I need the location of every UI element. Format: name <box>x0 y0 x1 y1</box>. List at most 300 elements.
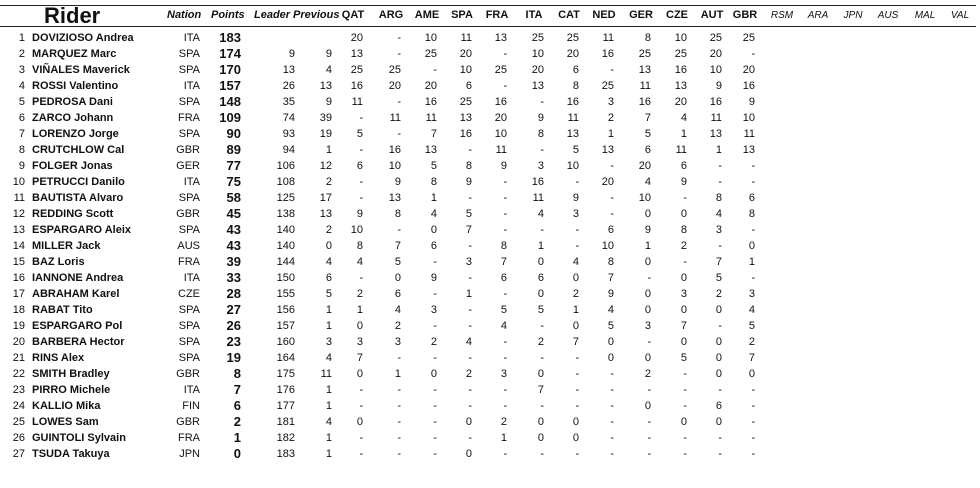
previous-gap: 0 <box>325 240 332 252</box>
race-result: - <box>683 432 687 444</box>
race-result: 1 <box>572 304 579 316</box>
race-result: - <box>647 336 651 348</box>
race-result: 1 <box>356 304 363 316</box>
race-result: - <box>610 448 614 460</box>
race-result: 9 <box>356 208 363 220</box>
nation: GBR <box>176 208 200 220</box>
race-result: 0 <box>748 240 755 252</box>
race-result: 0 <box>644 288 651 300</box>
race-result: - <box>610 160 614 172</box>
race-result: - <box>540 400 544 412</box>
previous-header: Previous <box>293 9 340 21</box>
race-result: 2 <box>680 240 687 252</box>
previous-gap: 4 <box>325 416 332 428</box>
race-result: 7 <box>537 384 544 396</box>
points: 170 <box>219 62 241 77</box>
race-result: 2 <box>356 288 363 300</box>
race-result: 20 <box>601 176 614 188</box>
leader-gap: 125 <box>276 192 295 204</box>
race-result: - <box>751 48 755 60</box>
race-result: - <box>540 352 544 364</box>
race-result: 7 <box>680 320 687 332</box>
race-result: 0 <box>572 432 579 444</box>
race-result: - <box>683 368 687 380</box>
rider-name: LORENZO Jorge <box>32 128 119 140</box>
race-result: - <box>540 144 544 156</box>
race-result: 3 <box>500 368 507 380</box>
race-header-val: VAL <box>950 10 970 21</box>
rider-header: Rider <box>44 3 101 28</box>
leader-gap: 94 <box>282 144 295 156</box>
race-result: 0 <box>537 368 544 380</box>
race-result: 25 <box>350 64 363 76</box>
race-result: - <box>647 272 651 284</box>
position: 13 <box>12 224 25 236</box>
race-result: - <box>397 48 401 60</box>
race-result: 0 <box>715 304 722 316</box>
race-result: 13 <box>531 80 544 92</box>
race-result: 7 <box>715 256 722 268</box>
race-result: 5 <box>537 304 544 316</box>
points: 1 <box>233 430 241 445</box>
rider-name: IANNONE Andrea <box>32 272 124 284</box>
leader-gap: 157 <box>276 320 295 332</box>
race-result: - <box>503 336 507 348</box>
race-result: 20 <box>638 160 651 172</box>
rider-name: GUINTOLI Sylvain <box>32 432 126 444</box>
race-header-ame: AME <box>414 9 440 21</box>
race-result: 2 <box>537 336 544 348</box>
leader-gap: 13 <box>282 64 295 76</box>
race-result: 9 <box>715 80 722 92</box>
position: 5 <box>18 96 25 108</box>
race-result: 8 <box>748 208 755 220</box>
previous-gap: 9 <box>325 96 332 108</box>
race-result: 8 <box>607 256 614 268</box>
race-result: - <box>359 448 363 460</box>
race-result: 25 <box>674 48 687 60</box>
nation: SPA <box>178 352 200 364</box>
race-result: 0 <box>430 368 437 380</box>
position: 2 <box>18 48 25 60</box>
race-result: - <box>503 384 507 396</box>
leader-gap: 108 <box>276 176 295 188</box>
race-result: 11 <box>602 32 614 44</box>
race-result: 13 <box>638 64 651 76</box>
position: 26 <box>12 432 25 444</box>
race-header-ara: ARA <box>807 10 829 21</box>
points: 89 <box>226 142 241 157</box>
race-result: 13 <box>709 128 722 140</box>
points: 33 <box>226 270 241 285</box>
race-result: - <box>397 32 401 44</box>
nation-header: Nation <box>167 9 202 21</box>
race-result: - <box>397 400 401 412</box>
race-result: 20 <box>709 48 722 60</box>
race-result: 3 <box>680 288 687 300</box>
race-result: 3 <box>465 256 472 268</box>
race-result: 25 <box>494 64 507 76</box>
race-result: 11 <box>460 32 472 44</box>
race-result: 5 <box>607 320 614 332</box>
race-result: 1 <box>715 144 722 156</box>
race-result: 2 <box>430 336 437 348</box>
race-result: 5 <box>356 128 363 140</box>
race-result: - <box>433 288 437 300</box>
position: 24 <box>12 400 25 412</box>
race-result: - <box>359 384 363 396</box>
race-result: - <box>540 448 544 460</box>
nation: GER <box>176 160 200 172</box>
race-result: - <box>433 352 437 364</box>
previous-gap: 1 <box>325 432 332 444</box>
race-result: - <box>503 80 507 92</box>
position: 7 <box>18 128 25 140</box>
race-result: 0 <box>394 272 401 284</box>
race-result: 3 <box>607 96 614 108</box>
race-header-ita: ITA <box>525 9 543 21</box>
race-result: - <box>647 432 651 444</box>
position: 23 <box>12 384 25 396</box>
race-result: 25 <box>531 32 544 44</box>
race-result: 10 <box>709 64 722 76</box>
race-result: - <box>468 240 472 252</box>
race-result: 9 <box>607 288 614 300</box>
leader-gap: 155 <box>276 288 295 300</box>
position: 15 <box>12 256 25 268</box>
race-result: 9 <box>572 192 579 204</box>
race-result: 5 <box>715 272 722 284</box>
points: 157 <box>219 78 241 93</box>
race-result: - <box>540 320 544 332</box>
position: 21 <box>12 352 25 364</box>
leader-header: Leader <box>254 9 291 21</box>
race-result: 6 <box>748 192 755 204</box>
race-result: - <box>433 400 437 412</box>
race-header-ned: NED <box>592 9 616 21</box>
race-result: - <box>433 64 437 76</box>
points: 148 <box>219 94 241 109</box>
race-result: 20 <box>388 80 401 92</box>
race-result: 4 <box>537 208 544 220</box>
race-result: 1 <box>748 256 755 268</box>
race-result: - <box>647 448 651 460</box>
race-result: - <box>751 176 755 188</box>
nation: GBR <box>176 416 200 428</box>
previous-gap: 2 <box>325 224 332 236</box>
race-result: 2 <box>644 368 651 380</box>
race-result: 2 <box>715 288 722 300</box>
race-result: 16 <box>638 96 651 108</box>
race-result: 4 <box>430 208 437 220</box>
race-result: - <box>359 176 363 188</box>
race-result: 20 <box>459 48 472 60</box>
race-result: 5 <box>572 144 579 156</box>
race-result: 11 <box>710 112 722 124</box>
rider-name: LOWES Sam <box>32 416 99 428</box>
race-result: 16 <box>388 144 401 156</box>
position: 10 <box>12 176 25 188</box>
race-result: 0 <box>430 224 437 236</box>
race-result: - <box>751 272 755 284</box>
race-result: 16 <box>601 48 614 60</box>
leader-gap: 160 <box>276 336 295 348</box>
rider-name: KALLIO Mika <box>32 400 101 412</box>
race-header-cze: CZE <box>666 9 688 21</box>
race-result: - <box>575 448 579 460</box>
race-result: - <box>718 384 722 396</box>
race-result: - <box>575 384 579 396</box>
race-result: 8 <box>715 192 722 204</box>
race-header-spa: SPA <box>451 9 473 21</box>
race-result: 11 <box>351 96 363 108</box>
race-result: 20 <box>494 112 507 124</box>
race-result: - <box>433 256 437 268</box>
rider-name: RINS Alex <box>32 352 85 364</box>
position: 12 <box>12 208 25 220</box>
race-result: 1 <box>430 192 437 204</box>
race-result: 0 <box>715 336 722 348</box>
race-result: - <box>503 224 507 236</box>
previous-gap: 1 <box>325 304 332 316</box>
race-header-fra: FRA <box>485 9 509 21</box>
race-result: 3 <box>715 224 722 236</box>
race-result: 5 <box>430 160 437 172</box>
points: 90 <box>226 126 241 141</box>
race-result: 8 <box>430 176 437 188</box>
race-result: - <box>751 432 755 444</box>
nation: SPA <box>178 336 200 348</box>
race-result: 5 <box>394 256 401 268</box>
race-result: - <box>397 416 401 428</box>
race-result: 0 <box>644 256 651 268</box>
race-result: 0 <box>465 416 472 428</box>
race-result: 3 <box>430 304 437 316</box>
race-result: 20 <box>424 80 437 92</box>
rider-name: FOLGER Jonas <box>32 160 113 172</box>
race-header-qat: QAT <box>341 9 365 21</box>
leader-gap: 138 <box>276 208 295 220</box>
position: 1 <box>18 32 25 44</box>
position: 9 <box>18 160 25 172</box>
previous-gap: 1 <box>325 384 332 396</box>
race-result: 7 <box>748 352 755 364</box>
race-result: 2 <box>607 112 614 124</box>
points: 75 <box>226 174 241 189</box>
leader-gap: 106 <box>276 160 295 172</box>
race-result: - <box>359 112 363 124</box>
race-result: 25 <box>638 48 651 60</box>
race-result: - <box>468 400 472 412</box>
race-result: - <box>610 192 614 204</box>
previous-gap: 1 <box>325 448 332 460</box>
race-result: - <box>433 448 437 460</box>
race-result: 4 <box>607 304 614 316</box>
race-result: 6 <box>607 224 614 236</box>
nation: ITA <box>183 32 200 44</box>
race-header-aus: AUS <box>877 10 899 21</box>
race-result: - <box>610 384 614 396</box>
race-header-aut: AUT <box>700 9 724 21</box>
race-result: 11 <box>567 112 579 124</box>
leader-gap: 9 <box>288 48 295 60</box>
race-result: - <box>359 272 363 284</box>
race-result: 0 <box>356 368 363 380</box>
race-result: - <box>468 304 472 316</box>
race-result: 0 <box>644 208 651 220</box>
previous-gap: 9 <box>325 48 332 60</box>
nation: ITA <box>183 80 200 92</box>
race-result: - <box>540 96 544 108</box>
race-result: - <box>397 96 401 108</box>
rider-name: BARBERA Hector <box>32 336 125 348</box>
race-result: 4 <box>394 304 401 316</box>
race-result: - <box>359 192 363 204</box>
race-result: - <box>683 400 687 412</box>
nation: SPA <box>178 224 200 236</box>
points: 43 <box>226 238 241 253</box>
race-result: 16 <box>424 96 437 108</box>
points: 174 <box>219 46 241 61</box>
nation: SPA <box>178 320 200 332</box>
race-result: - <box>433 384 437 396</box>
race-result: 0 <box>607 336 614 348</box>
race-result: - <box>718 432 722 444</box>
race-result: - <box>610 432 614 444</box>
race-result: 0 <box>715 416 722 428</box>
previous-gap: 11 <box>320 368 332 380</box>
race-result: 9 <box>465 176 472 188</box>
race-result: - <box>610 208 614 220</box>
leader-gap: 175 <box>276 368 295 380</box>
race-result: 0 <box>607 352 614 364</box>
race-header-mal: MAL <box>914 10 936 21</box>
race-result: - <box>503 352 507 364</box>
points: 58 <box>226 190 241 205</box>
race-result: 4 <box>500 320 507 332</box>
previous-gap: 4 <box>325 64 332 76</box>
leader-gap: 164 <box>276 352 295 364</box>
race-result: - <box>610 368 614 380</box>
race-result: - <box>397 448 401 460</box>
race-result: - <box>503 176 507 188</box>
race-result: 2 <box>500 416 507 428</box>
position: 3 <box>18 64 25 76</box>
race-result: 8 <box>500 240 507 252</box>
race-result: 10 <box>494 128 507 140</box>
previous-gap: 13 <box>319 208 332 220</box>
race-result: - <box>503 208 507 220</box>
race-result: 10 <box>388 160 401 172</box>
position: 14 <box>12 240 25 252</box>
points: 8 <box>233 366 241 381</box>
nation: GBR <box>176 368 200 380</box>
race-result: 10 <box>601 240 614 252</box>
race-result: - <box>683 192 687 204</box>
nation: FRA <box>178 256 200 268</box>
race-result: - <box>751 224 755 236</box>
position: 25 <box>12 416 25 428</box>
race-result: 0 <box>572 416 579 428</box>
race-result: 10 <box>674 32 687 44</box>
race-result: 0 <box>715 352 722 364</box>
position: 8 <box>18 144 25 156</box>
race-result: 20 <box>566 48 579 60</box>
points: 77 <box>226 158 241 173</box>
race-result: - <box>647 384 651 396</box>
leader-gap: 140 <box>276 240 295 252</box>
points: 19 <box>226 350 241 365</box>
race-result: 8 <box>465 160 472 172</box>
race-result: - <box>718 320 722 332</box>
previous-gap: 13 <box>319 80 332 92</box>
previous-gap: 1 <box>325 320 332 332</box>
race-result: 7 <box>356 352 363 364</box>
race-result: 6 <box>572 64 579 76</box>
race-result: 13 <box>742 144 755 156</box>
nation: AUS <box>177 240 200 252</box>
race-result: - <box>683 384 687 396</box>
race-result: 9 <box>537 112 544 124</box>
race-result: 20 <box>742 64 755 76</box>
race-result: - <box>503 448 507 460</box>
race-result: 4 <box>356 256 363 268</box>
race-result: 0 <box>572 272 579 284</box>
previous-gap: 6 <box>325 272 332 284</box>
race-result: - <box>468 352 472 364</box>
race-result: 4 <box>715 208 722 220</box>
race-result: 13 <box>459 112 472 124</box>
previous-gap: 12 <box>319 160 332 172</box>
race-result: 16 <box>531 176 544 188</box>
race-result: 6 <box>644 144 651 156</box>
race-result: 20 <box>674 96 687 108</box>
race-result: 10 <box>566 160 579 172</box>
race-result: 0 <box>572 320 579 332</box>
previous-gap <box>300 30 332 46</box>
rider-name: BAZ Loris <box>32 256 85 268</box>
nation: ITA <box>183 384 200 396</box>
race-result: 0 <box>680 304 687 316</box>
leader-gap: 181 <box>276 416 295 428</box>
race-result: 11 <box>743 128 755 140</box>
race-result: 1 <box>500 432 507 444</box>
points: 27 <box>226 302 241 317</box>
race-result: - <box>683 256 687 268</box>
race-result: - <box>359 144 363 156</box>
race-result: 0 <box>644 352 651 364</box>
rider-name: RABAT Tito <box>32 304 93 316</box>
race-result: - <box>397 432 401 444</box>
leader-gap: 156 <box>276 304 295 316</box>
race-header-ger: GER <box>629 9 653 21</box>
leader-gap: 182 <box>276 432 295 444</box>
race-result: 6 <box>394 288 401 300</box>
race-result: 11 <box>389 112 401 124</box>
rider-name: ESPARGARO Aleix <box>32 224 132 236</box>
previous-gap: 4 <box>325 352 332 364</box>
race-result: 1 <box>465 288 472 300</box>
race-result: 9 <box>394 176 401 188</box>
nation: GBR <box>176 144 200 156</box>
race-result: 25 <box>424 48 437 60</box>
race-result: 0 <box>537 432 544 444</box>
points: 7 <box>233 382 241 397</box>
race-result: 0 <box>715 368 722 380</box>
nation: SPA <box>178 96 200 108</box>
points: 109 <box>219 110 241 125</box>
previous-gap: 5 <box>325 288 332 300</box>
